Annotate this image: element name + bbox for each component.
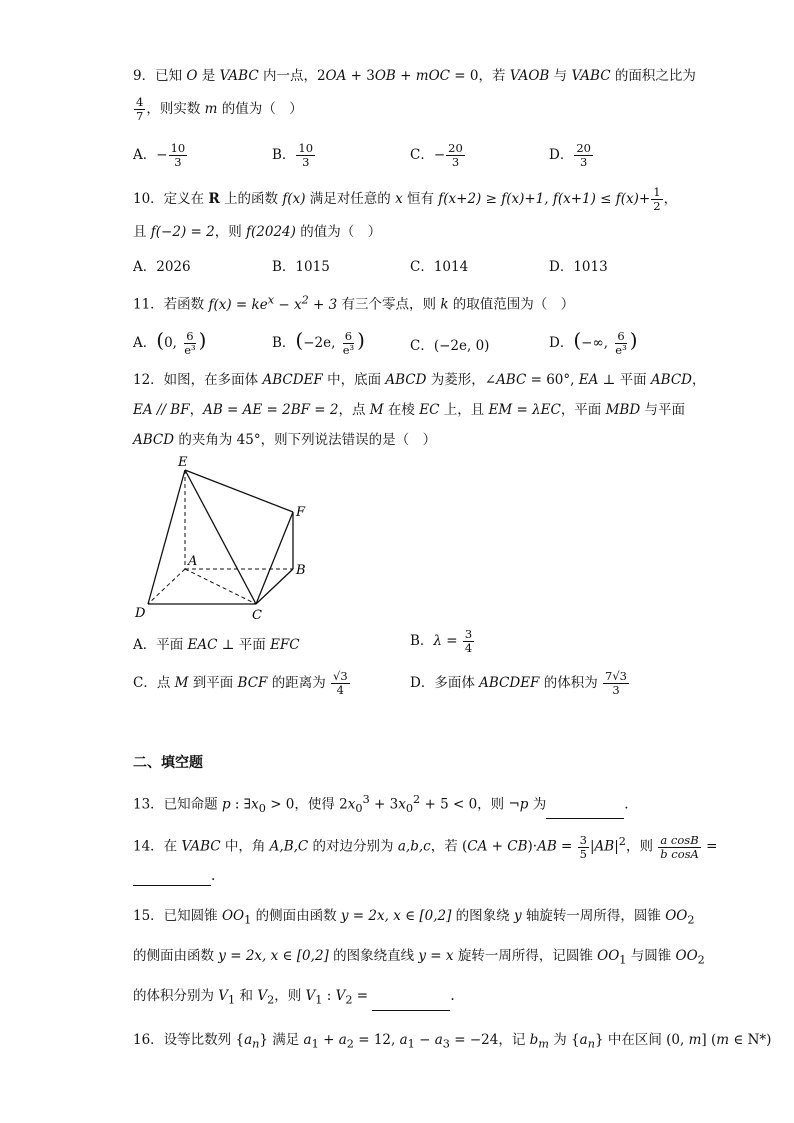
q13-line: 13．已知命题 p : $\exists x_0 > 0$，使得 $2x_0^3 + 3x_0^2 + 5 < 0$，则 ¬p 为 . xyxy=(133,790,629,819)
q10-option-d: D．1013 xyxy=(549,259,608,275)
q10-option-c: C．1014 xyxy=(410,259,469,275)
section-heading: 二、填空题 xyxy=(133,755,203,771)
q15-line3: 的体积分别为 $V_1$ 和 $V_2$，则 $V_1$ : $V_2$ = . xyxy=(133,986,455,1011)
q15-blank[interactable] xyxy=(372,1010,450,1011)
label-e: E xyxy=(178,455,188,470)
label-b: B xyxy=(296,563,306,578)
q9-option-d: D． $\frac{20}{3}$ xyxy=(549,141,591,169)
label-c: C xyxy=(252,608,262,622)
q14-line: 14．在 VABC 中，角 A,B,C 的对边分别为 a,b,c，若 (CA + CB)·AB = $\frac{3}{5}$ $|AB|^2$，则 $\frac{\text{a cosB}}{\text{b cosA}}$ = xyxy=(133,832,718,861)
q10-option-b: B．1015 xyxy=(272,259,330,275)
q9-option-b: B． $\frac{10}{3}$ xyxy=(272,141,314,169)
label-f: F xyxy=(296,505,306,520)
q9-option-c: C．− $\frac{20}{3}$ xyxy=(410,141,463,169)
q9-option-a: A．− $\frac{10}{3}$ xyxy=(133,141,186,169)
q9-line1: 9．已知 O 是 VABC 内一点，2OA + 3OB + mOC = 0，若 VAOB 与 VABC 的面积之比为 xyxy=(133,68,696,84)
q11-option-a: A．(0, $\frac{6}{\text{e³}}$ ) xyxy=(133,328,207,357)
q12-option-b: B．λ = $\frac{3}{4}$ xyxy=(410,627,473,655)
q13-blank[interactable] xyxy=(546,818,624,819)
q14-blank[interactable] xyxy=(133,885,211,886)
q15-line1: 15．已知圆锥 $OO_1$ 的侧面由函数 y = 2x, x ∈ [0,2] 的图象绕 y 轴旋转一周所得，圆锥 $OO_2$ xyxy=(133,908,695,927)
q10-option-a: A．2026 xyxy=(133,259,191,275)
label-d: D xyxy=(135,606,146,621)
q12-option-c: C．点 M 到平面 BCF 的距离为 $\frac{√3}{4}$ xyxy=(133,669,348,697)
q12-option-a: A．平面 EAC ⊥ 平面 EFC xyxy=(133,637,300,653)
q9-fraction: $\frac{4}{7}$ xyxy=(136,95,144,123)
q12-line1: 12．如图，在多面体 ABCDEF 中，底面 ABCD 为菱形，∠ABC = 60°, EA ⊥ 平面 ABCD， xyxy=(133,372,706,388)
q10-line1: 10．定义在 R 上的函数 f(x) 满足对任意的 x 恒有 f(x+2) ≥ f(x)+1, f(x+1) ≤ f(x)+ $\frac{1}{2}$ ， xyxy=(133,185,678,213)
q12-line2: EA // BF，AB = AE = 2BF = 2，点 M 在棱 EC 上，且 EM = λEC，平面 MBD 与平面 xyxy=(133,402,685,418)
q9-line2: $\frac{4}{7}$ ，则实数 m 的值为（ ） xyxy=(136,95,303,123)
label-a: A xyxy=(188,554,198,569)
q12-figure xyxy=(130,452,330,622)
q14-answer-line: . xyxy=(133,866,215,886)
q12-option-d: D．多面体 ABCDEF 的体积为 $\frac{7√3}{3}$ xyxy=(410,669,627,697)
q16-line: 16．设等比数列 $\{a_n\}$ 满足 $a_1 + a_2 = 12$, $a_1 - a_3 = -24$，记 $b_m$ 为 $\{a_n\}$ 中在区间 (0, m] (m ∈ N*) xyxy=(133,1032,772,1051)
q15-line2: 的侧面由函数 y = 2x, x ∈ [0,2] 的图象绕直线 y = x 旋转一周所得，记圆锥 $OO_1$ 与圆锥 $OO_2$ xyxy=(133,948,705,967)
q11-option-c: C．(−2e, 0) xyxy=(410,338,490,354)
q11-option-d: D．(−∞, $\frac{6}{\text{e³}}$ ) xyxy=(549,328,638,357)
q10-line2: 且 f(−2) = 2，则 f(2024) 的值为（ ） xyxy=(133,224,382,240)
q12-line3: ABCD 的夹角为 45°，则下列说法错误的是（ ） xyxy=(133,432,437,448)
q11-option-b: B．(−2e, $\frac{6}{\text{e³}}$ ) xyxy=(272,328,365,357)
q11-line1: 11．若函数 $f(x) = ke^x - x^2 + 3$ 有三个零点，则 k 的取值范围为（ ） xyxy=(133,293,575,313)
